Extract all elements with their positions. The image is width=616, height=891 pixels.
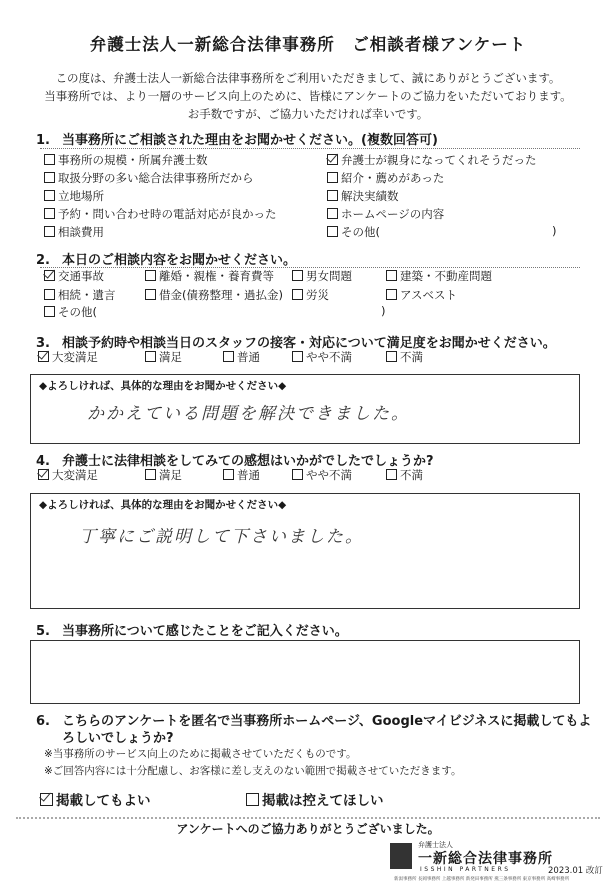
q2-other-close: ) — [381, 304, 386, 318]
checkbox[interactable] — [145, 351, 156, 362]
q1-heading — [36, 129, 438, 148]
q4-option-label: 不満 — [400, 468, 423, 482]
checkbox[interactable] — [44, 154, 55, 165]
logo-firm-name: 一新総合法律事務所 — [418, 851, 553, 867]
firm-logo-icon — [390, 843, 412, 869]
q1-option[interactable] — [327, 224, 380, 240]
checkbox[interactable] — [223, 351, 234, 362]
intro-line-1: この度は、弁護士法人一新総合法律事務所をご利用いただきまして、誠にありがとうございます。 — [55, 71, 561, 85]
publish-no-option[interactable] — [246, 789, 384, 809]
checkbox[interactable] — [292, 270, 303, 281]
q6-note-2: ※ご回答内容には十分配慮し、お客様に差し支えのない範囲で掲載させていただきます。 — [44, 765, 462, 777]
q2-option[interactable] — [145, 287, 283, 303]
q1-option-label: 事務所の規模・所属弁護士数 — [58, 153, 208, 167]
q1-option-label: 弁護士が親身になってくれそうだった — [341, 153, 537, 167]
q3-option[interactable] — [223, 349, 260, 365]
q2-option[interactable] — [292, 287, 329, 303]
page-title: 弁護士法人一新総合法律事務所 ご相談者様アンケート — [89, 35, 527, 54]
q1-option[interactable] — [327, 188, 399, 204]
checkbox[interactable] — [145, 469, 156, 480]
q2-option-label: 労災 — [306, 288, 329, 302]
checkbox[interactable] — [44, 172, 55, 183]
q2-option-label: その他( — [58, 305, 97, 319]
checkbox[interactable] — [44, 306, 55, 317]
q2-option[interactable] — [292, 268, 352, 284]
q1-option-label: その他( — [341, 225, 380, 239]
q1-option[interactable] — [44, 206, 277, 222]
checkbox[interactable] — [327, 190, 338, 201]
q3-number: 3. — [36, 336, 50, 351]
q4-option-label: 大変満足 — [52, 468, 98, 482]
q3-comment-box[interactable] — [30, 374, 580, 444]
checkbox[interactable] — [44, 226, 55, 237]
publish-no-label: 掲載は控えてほしい — [262, 793, 384, 809]
publish-ok-option[interactable] — [40, 789, 151, 809]
checkbox-checked[interactable] — [38, 469, 49, 480]
checkbox[interactable] — [292, 289, 303, 300]
q1-number: 1. — [36, 133, 50, 148]
q4-text: 弁護士に法律相談をしてみての感想はいかがでしたでしょうか? — [62, 454, 434, 469]
checkbox[interactable] — [386, 351, 397, 362]
q1-option[interactable] — [327, 152, 537, 168]
q2-option-label: アスベスト — [400, 288, 458, 302]
footer-divider — [16, 817, 600, 819]
q1-option[interactable] — [327, 170, 444, 186]
q3-text: 相談予約時や相談当日のスタッフの接客・対応について満足度をお聞かせください。 — [62, 336, 556, 351]
q6-text-line-1: こちらのアンケートを匿名で当事務所ホームページ、Googleマイビジネスに掲載してもよ — [62, 714, 592, 729]
q2-option[interactable] — [386, 287, 457, 303]
q4-option[interactable] — [38, 467, 98, 483]
q6-number: 6. — [36, 714, 50, 729]
q4-option-label: やや不満 — [306, 468, 352, 482]
q1-divider — [40, 148, 580, 149]
q1-option-label: 立地場所 — [58, 189, 104, 203]
q5-comment-box[interactable] — [30, 640, 580, 704]
q6-heading-line-2: ろしいでしょうか? — [62, 731, 174, 746]
checkbox[interactable] — [386, 469, 397, 480]
checkbox[interactable] — [292, 351, 303, 362]
checkbox-checked[interactable] — [38, 351, 49, 362]
checkbox[interactable] — [223, 469, 234, 480]
logo-english-name: ISSHIN PARTNERS — [420, 866, 511, 873]
checkbox-checked[interactable] — [327, 154, 338, 165]
q4-option-label: 普通 — [237, 468, 260, 482]
q4-option[interactable] — [145, 467, 182, 483]
q2-option-label: 交通事故 — [58, 269, 104, 283]
checkbox-checked[interactable] — [40, 793, 53, 806]
q2-option-other[interactable] — [44, 304, 97, 320]
thanks-message: アンケートへのご協力ありがとうございました。 — [176, 822, 440, 836]
q2-number: 2. — [36, 253, 50, 268]
q4-option[interactable] — [386, 467, 423, 483]
q3-option[interactable] — [386, 349, 423, 365]
logo-small-text: 弁護士法人 — [418, 841, 453, 849]
q2-option[interactable] — [44, 287, 116, 303]
q3-option[interactable] — [292, 349, 352, 365]
checkbox[interactable] — [44, 208, 55, 219]
logo-offices: 新潟事務所 長岡事務所 上越事務所 新発田事務所 燕三条事務所 東京事務所 高崎事務所 — [394, 877, 570, 882]
q2-option-label: 男女問題 — [306, 269, 352, 283]
q1-option[interactable] — [44, 224, 104, 240]
q2-heading — [36, 249, 296, 268]
q5-number: 5. — [36, 624, 50, 639]
q1-option-label: 解決実績数 — [341, 189, 399, 203]
checkbox[interactable] — [292, 469, 303, 480]
q1-option[interactable] — [44, 152, 208, 168]
q3-option[interactable] — [145, 349, 182, 365]
checkbox[interactable] — [44, 289, 55, 300]
q1-option-label: 取扱分野の多い総合法律事務所だから — [58, 171, 254, 185]
q3-option-label: 大変満足 — [52, 350, 98, 364]
q3-option[interactable] — [38, 349, 98, 365]
q1-option[interactable] — [44, 170, 254, 186]
q3-option-label: 不満 — [400, 350, 423, 364]
checkbox[interactable] — [386, 289, 397, 300]
checkbox[interactable] — [145, 289, 156, 300]
q1-option-label: 紹介・薦めがあった — [341, 171, 445, 185]
q1-option-label: 相談費用 — [58, 225, 104, 239]
q2-option[interactable] — [386, 268, 492, 284]
q1-option[interactable] — [327, 206, 444, 222]
q3-handwritten-answer: かかえている問題を解決できました。 — [87, 404, 410, 424]
revision-label: 2023.01 改訂 — [548, 866, 603, 876]
q2-option[interactable] — [145, 268, 274, 284]
q5-text: 当事務所について感じたことをご記入ください。 — [62, 624, 348, 639]
q5-heading — [36, 620, 348, 639]
q1-option-label: 予約・問い合わせ時の電話対応が良かった — [58, 207, 277, 221]
checkbox[interactable] — [386, 270, 397, 281]
q1-other-close: ) — [552, 224, 557, 238]
q1-option[interactable] — [44, 188, 104, 204]
checkbox[interactable] — [327, 208, 338, 219]
q3-option-label: 普通 — [237, 350, 260, 364]
intro-line-2: 当事務所では、より一層のサービス向上のために、皆様にアンケートのご協力をいただいております。 — [44, 89, 572, 103]
checkbox[interactable] — [327, 172, 338, 183]
q4-option[interactable] — [292, 467, 352, 483]
publish-ok-label: 掲載してもよい — [56, 793, 151, 809]
q1-option-label: ホームページの内容 — [341, 207, 445, 221]
q2-text: 本日のご相談内容をお聞かせください。 — [62, 253, 297, 268]
checkbox[interactable] — [145, 270, 156, 281]
q2-option-label: 相続・遺言 — [58, 288, 116, 302]
q4-number: 4. — [36, 454, 50, 469]
q4-handwritten-answer: 丁寧にご説明して下さいました。 — [79, 527, 364, 547]
q4-comment-heading: ◆よろしければ、具体的な理由をお聞かせください◆ — [39, 499, 287, 511]
q4-comment-box[interactable] — [30, 493, 580, 609]
intro-line-3: お手数ですが、ご協力いただければ幸いです。 — [187, 107, 429, 121]
checkbox[interactable] — [246, 793, 259, 806]
q2-option-label: 建築・不動産問題 — [400, 269, 492, 283]
q3-option-label: やや不満 — [306, 350, 352, 364]
checkbox[interactable] — [327, 226, 338, 237]
q3-comment-heading: ◆よろしければ、具体的な理由をお聞かせください◆ — [39, 380, 287, 392]
checkbox[interactable] — [44, 190, 55, 201]
q2-option-label: 離婚・親権・養育費等 — [159, 269, 274, 283]
checkbox-checked[interactable] — [44, 270, 55, 281]
q6-note-1: ※当事務所のサービス向上のために掲載させていただくものです。 — [44, 748, 357, 760]
q1-text: 当事務所にご相談された理由をお聞かせください。(複数回答可) — [62, 133, 438, 148]
q2-option-label: 借金(債務整理・過払金) — [159, 288, 283, 302]
q2-option[interactable] — [44, 268, 104, 284]
q3-option-label: 満足 — [159, 350, 182, 364]
q4-option[interactable] — [223, 467, 260, 483]
q4-option-label: 満足 — [159, 468, 182, 482]
